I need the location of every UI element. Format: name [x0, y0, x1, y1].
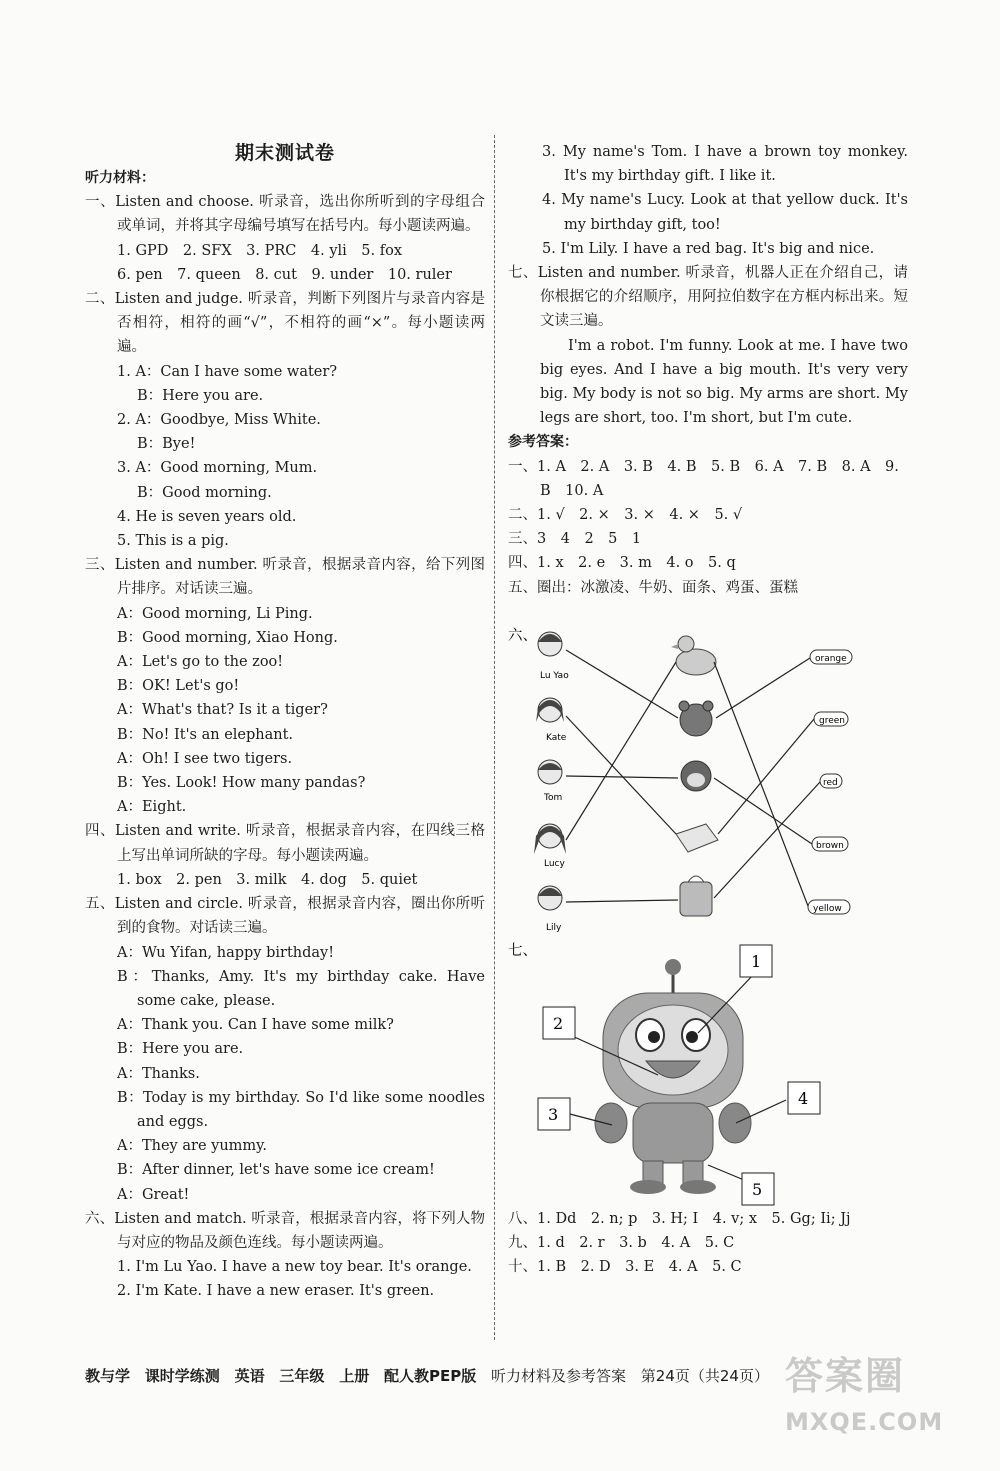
s2-line: B：Here you are.	[137, 387, 264, 404]
s5-line: A：Wu Yifan, happy birthday!	[117, 944, 335, 961]
answer-text: 1. Dd 2. n; p 3. H; I 4. v; x 5. Gg; Ii; Jj	[537, 1211, 851, 1227]
section-number: 二、	[85, 291, 115, 308]
number-box-3	[538, 1098, 570, 1130]
page-title: 期末测试卷	[234, 142, 335, 164]
answer-row	[508, 1231, 908, 1255]
answer-text: 圈出：冰激凌、牛奶、面条、鸡蛋、蛋糕	[537, 579, 798, 596]
answer-number: 八、	[508, 1211, 537, 1227]
answer-row	[508, 1255, 908, 1279]
answer-number: 七、	[508, 943, 537, 959]
section-7	[508, 261, 908, 334]
answer-text: 1. √ 2. × 3. × 4. × 5. √	[537, 507, 743, 524]
number-box-label: 2	[553, 1014, 564, 1033]
section-number: 四、	[85, 823, 115, 840]
eraser-icon	[676, 824, 718, 852]
s3-line: B：Yes. Look! How many pandas?	[117, 775, 366, 792]
answer-number: 一、	[508, 458, 537, 475]
section-instruction: Listen and write. 听录音，根据录音内容，在四线三格上写出单词所缺的字母。每小题读两遍。	[114, 823, 486, 864]
answer-number: 四、	[508, 555, 537, 572]
s3-line: A：Let's go to the zoo!	[117, 654, 284, 671]
robot-figure	[508, 935, 908, 1210]
answer-text: 3 4 2 5 1	[537, 531, 642, 548]
matching-svg	[508, 622, 908, 942]
answers-heading: 参考答案：	[508, 434, 578, 451]
robot-passage: I'm a robot. I'm funny. Look at me. I have two big eyes. And I have a big mouth. It's very very big. My body is not so big. My arms are short. My legs are short, too. I'm short, but I'm cute.	[540, 337, 908, 427]
section-4	[85, 819, 485, 867]
answer-row	[508, 1207, 908, 1231]
footer-brand: 教与学	[85, 1367, 131, 1385]
color-label-text: red	[823, 778, 838, 788]
s3-line: A：Good morning, Li Ping.	[117, 605, 313, 622]
s5-line: B：Thanks, Amy. It's my birthday cake. Have some cake, please.	[117, 968, 485, 1009]
watermark-cn: 答案圈	[785, 1354, 906, 1398]
s5-line: A：Thank you. Can I have some milk?	[117, 1017, 394, 1034]
answer-number: 九、	[508, 1235, 537, 1252]
s5-line: A：Great!	[117, 1186, 190, 1203]
person-label: Lily	[546, 923, 562, 933]
left-column	[85, 140, 485, 1304]
answer-number: 三、	[508, 531, 537, 548]
s3-line: B：Good morning, Xiao Hong.	[117, 629, 338, 646]
section-1	[85, 190, 485, 238]
s1-line: 6. pen 7. queen 8. cut 9. under 10. ruler	[117, 266, 452, 283]
s2-line: B：Good morning.	[137, 484, 272, 501]
section-3	[85, 553, 485, 601]
footer-series: 课时学练测	[144, 1367, 220, 1385]
s5-line: B：Here you are.	[117, 1041, 244, 1058]
section-instruction: Listen and judge. 听录音，判断下列图片与录音内容是否相符，相符的画“√”，不相符的画“×”。每小题读两遍。	[114, 291, 485, 356]
s1-line: 1. GPD 2. SFX 3. PRC 4. yli 5. fox	[117, 242, 403, 259]
section-number: 六、	[85, 1210, 115, 1227]
watermark	[785, 1345, 985, 1436]
answer-text: 1. B 2. D 3. E 4. A 5. C	[537, 1259, 742, 1276]
person-kate	[536, 698, 567, 743]
watermark-en: MXQE.COM	[785, 1408, 944, 1436]
s3-line: A：Eight.	[117, 799, 187, 816]
section-number: 三、	[85, 557, 115, 574]
color-label-text: orange	[815, 654, 847, 664]
right-column	[508, 140, 908, 600]
answer-number: 五、	[508, 579, 537, 596]
answer-row	[508, 455, 908, 503]
robot-icon	[595, 959, 751, 1194]
column-divider	[494, 135, 495, 1340]
section-number: 七、	[508, 265, 538, 282]
answer-text: 1. A 2. A 3. B 4. B 5. B 6. A 7. B 8. A 9. B 10. A	[537, 458, 899, 499]
section-instruction: Listen and number. 听录音，机器人正在介绍自己，请你根据它的介绍顺序，用阿拉伯数字在方框内标出来。短文读三遍。	[537, 265, 908, 330]
s3-line: B：OK! Let's go!	[117, 678, 240, 695]
color-label-orange	[810, 650, 852, 664]
s5-line: B：Today is my birthday. So I'd like some noodles and eggs.	[117, 1089, 485, 1130]
bear-icon	[679, 701, 713, 736]
person-lily	[538, 886, 562, 933]
number-box-2	[543, 1007, 575, 1039]
person-lucy	[534, 824, 566, 869]
s3-line: B：No! It's an elephant.	[117, 726, 294, 743]
answer-number: 二、	[508, 507, 537, 524]
s6-line: 3. My name's Tom. I have a brown toy monkey. It's my birthday gift. I like it.	[542, 144, 908, 185]
bag-icon	[680, 876, 712, 916]
section-instruction: Listen and circle. 听录音，根据录音内容，圈出你所听到的食物。对话读三遍。	[114, 896, 486, 937]
s2-line: B：Bye!	[137, 436, 196, 453]
person-label: Tom	[544, 793, 563, 803]
color-label-yellow	[808, 900, 850, 914]
footer-section: 听力材料及参考答案	[491, 1367, 627, 1385]
section-instruction: Listen and choose. 听录音，选出你所听到的字母组合或单词，并将其字母编号填写在括号内。每小题读两遍。	[115, 194, 485, 235]
robot-svg	[508, 935, 908, 1210]
s5-line: A：Thanks.	[117, 1065, 200, 1082]
section-6	[85, 1207, 485, 1255]
footer-page: 第24页（共24页）	[640, 1367, 769, 1385]
duck-icon	[671, 636, 716, 675]
s6-line: 1. I'm Lu Yao. I have a new toy bear. It's orange.	[117, 1259, 472, 1276]
s2-line: 2. A：Goodbye, Miss White.	[117, 412, 321, 429]
section-instruction: Listen and match. 听录音，根据录音内容，将下列人物与对应的物品及颜色连线。每小题读两遍。	[114, 1210, 485, 1251]
listening-heading: 听力材料：	[85, 170, 155, 186]
section-instruction: Listen and number. 听录音，根据录音内容，给下列图片排序。对话读三遍。	[114, 557, 485, 598]
s6-line: 2. I'm Kate. I have a new eraser. It's green.	[117, 1283, 435, 1300]
answer-text: 1. x 2. e 3. m 4. o 5. q	[537, 555, 736, 572]
answers-tail	[508, 1207, 908, 1280]
number-box-1	[740, 945, 772, 977]
monkey-icon	[681, 761, 711, 791]
color-label-brown	[812, 837, 848, 851]
person-label: Lu Yao	[540, 671, 569, 681]
s4-line: 1. box 2. pen 3. milk 4. dog 5. quiet	[117, 871, 418, 888]
matching-figure	[508, 622, 908, 942]
footer-grade: 三年级	[279, 1367, 325, 1385]
section-number: 五、	[85, 896, 115, 913]
answer-text: 1. d 2. r 3. b 4. A 5. C	[537, 1235, 735, 1252]
person-label: Kate	[546, 733, 567, 743]
color-label-text: brown	[816, 841, 844, 851]
number-box-label: 5	[752, 1180, 763, 1199]
color-label-green	[814, 712, 848, 726]
number-box-label: 3	[548, 1105, 559, 1124]
s3-line: A：Oh! I see two tigers.	[117, 750, 293, 767]
s5-line: B：After dinner, let's have some ice cream!	[117, 1162, 435, 1179]
answer-row	[508, 527, 908, 551]
s2-line: 1. A：Can I have some water?	[117, 363, 338, 380]
s5-line: A：They are yummy.	[117, 1138, 268, 1155]
s6-line: 5. I'm Lily. I have a red bag. It's big and nice.	[542, 240, 875, 257]
person-label: Lucy	[544, 859, 565, 869]
color-label-red	[820, 774, 842, 788]
number-box-label: 4	[798, 1089, 809, 1108]
color-label-text: green	[819, 716, 845, 726]
section-2	[85, 287, 485, 360]
answer-row	[508, 503, 908, 527]
section-5	[85, 892, 485, 940]
answer-number: 六、	[508, 628, 537, 644]
answer-row	[508, 576, 908, 600]
s6-line: 4. My name's Lucy. Look at that yellow duck. It's my birthday gift, too!	[542, 192, 908, 233]
person-lu-yao	[538, 632, 569, 681]
footer-term: 上册	[339, 1367, 370, 1385]
number-box-5	[742, 1173, 774, 1205]
s2-line: 4. He is seven years old.	[117, 508, 297, 525]
color-label-text: yellow	[813, 904, 842, 914]
answer-number: 十、	[508, 1259, 537, 1276]
answer-row	[508, 551, 908, 575]
s3-line: A：What's that? Is it a tiger?	[117, 702, 328, 719]
footer-subject: 英语	[234, 1367, 265, 1385]
person-tom	[538, 760, 562, 803]
number-box-4	[788, 1082, 820, 1114]
section-number: 一、	[85, 194, 116, 211]
number-box-label: 1	[751, 952, 762, 971]
s2-line: 3. A：Good morning, Mum.	[117, 460, 318, 477]
s2-line: 5. This is a pig.	[117, 533, 229, 550]
footer-edition: 配人教PEP版	[383, 1367, 477, 1385]
